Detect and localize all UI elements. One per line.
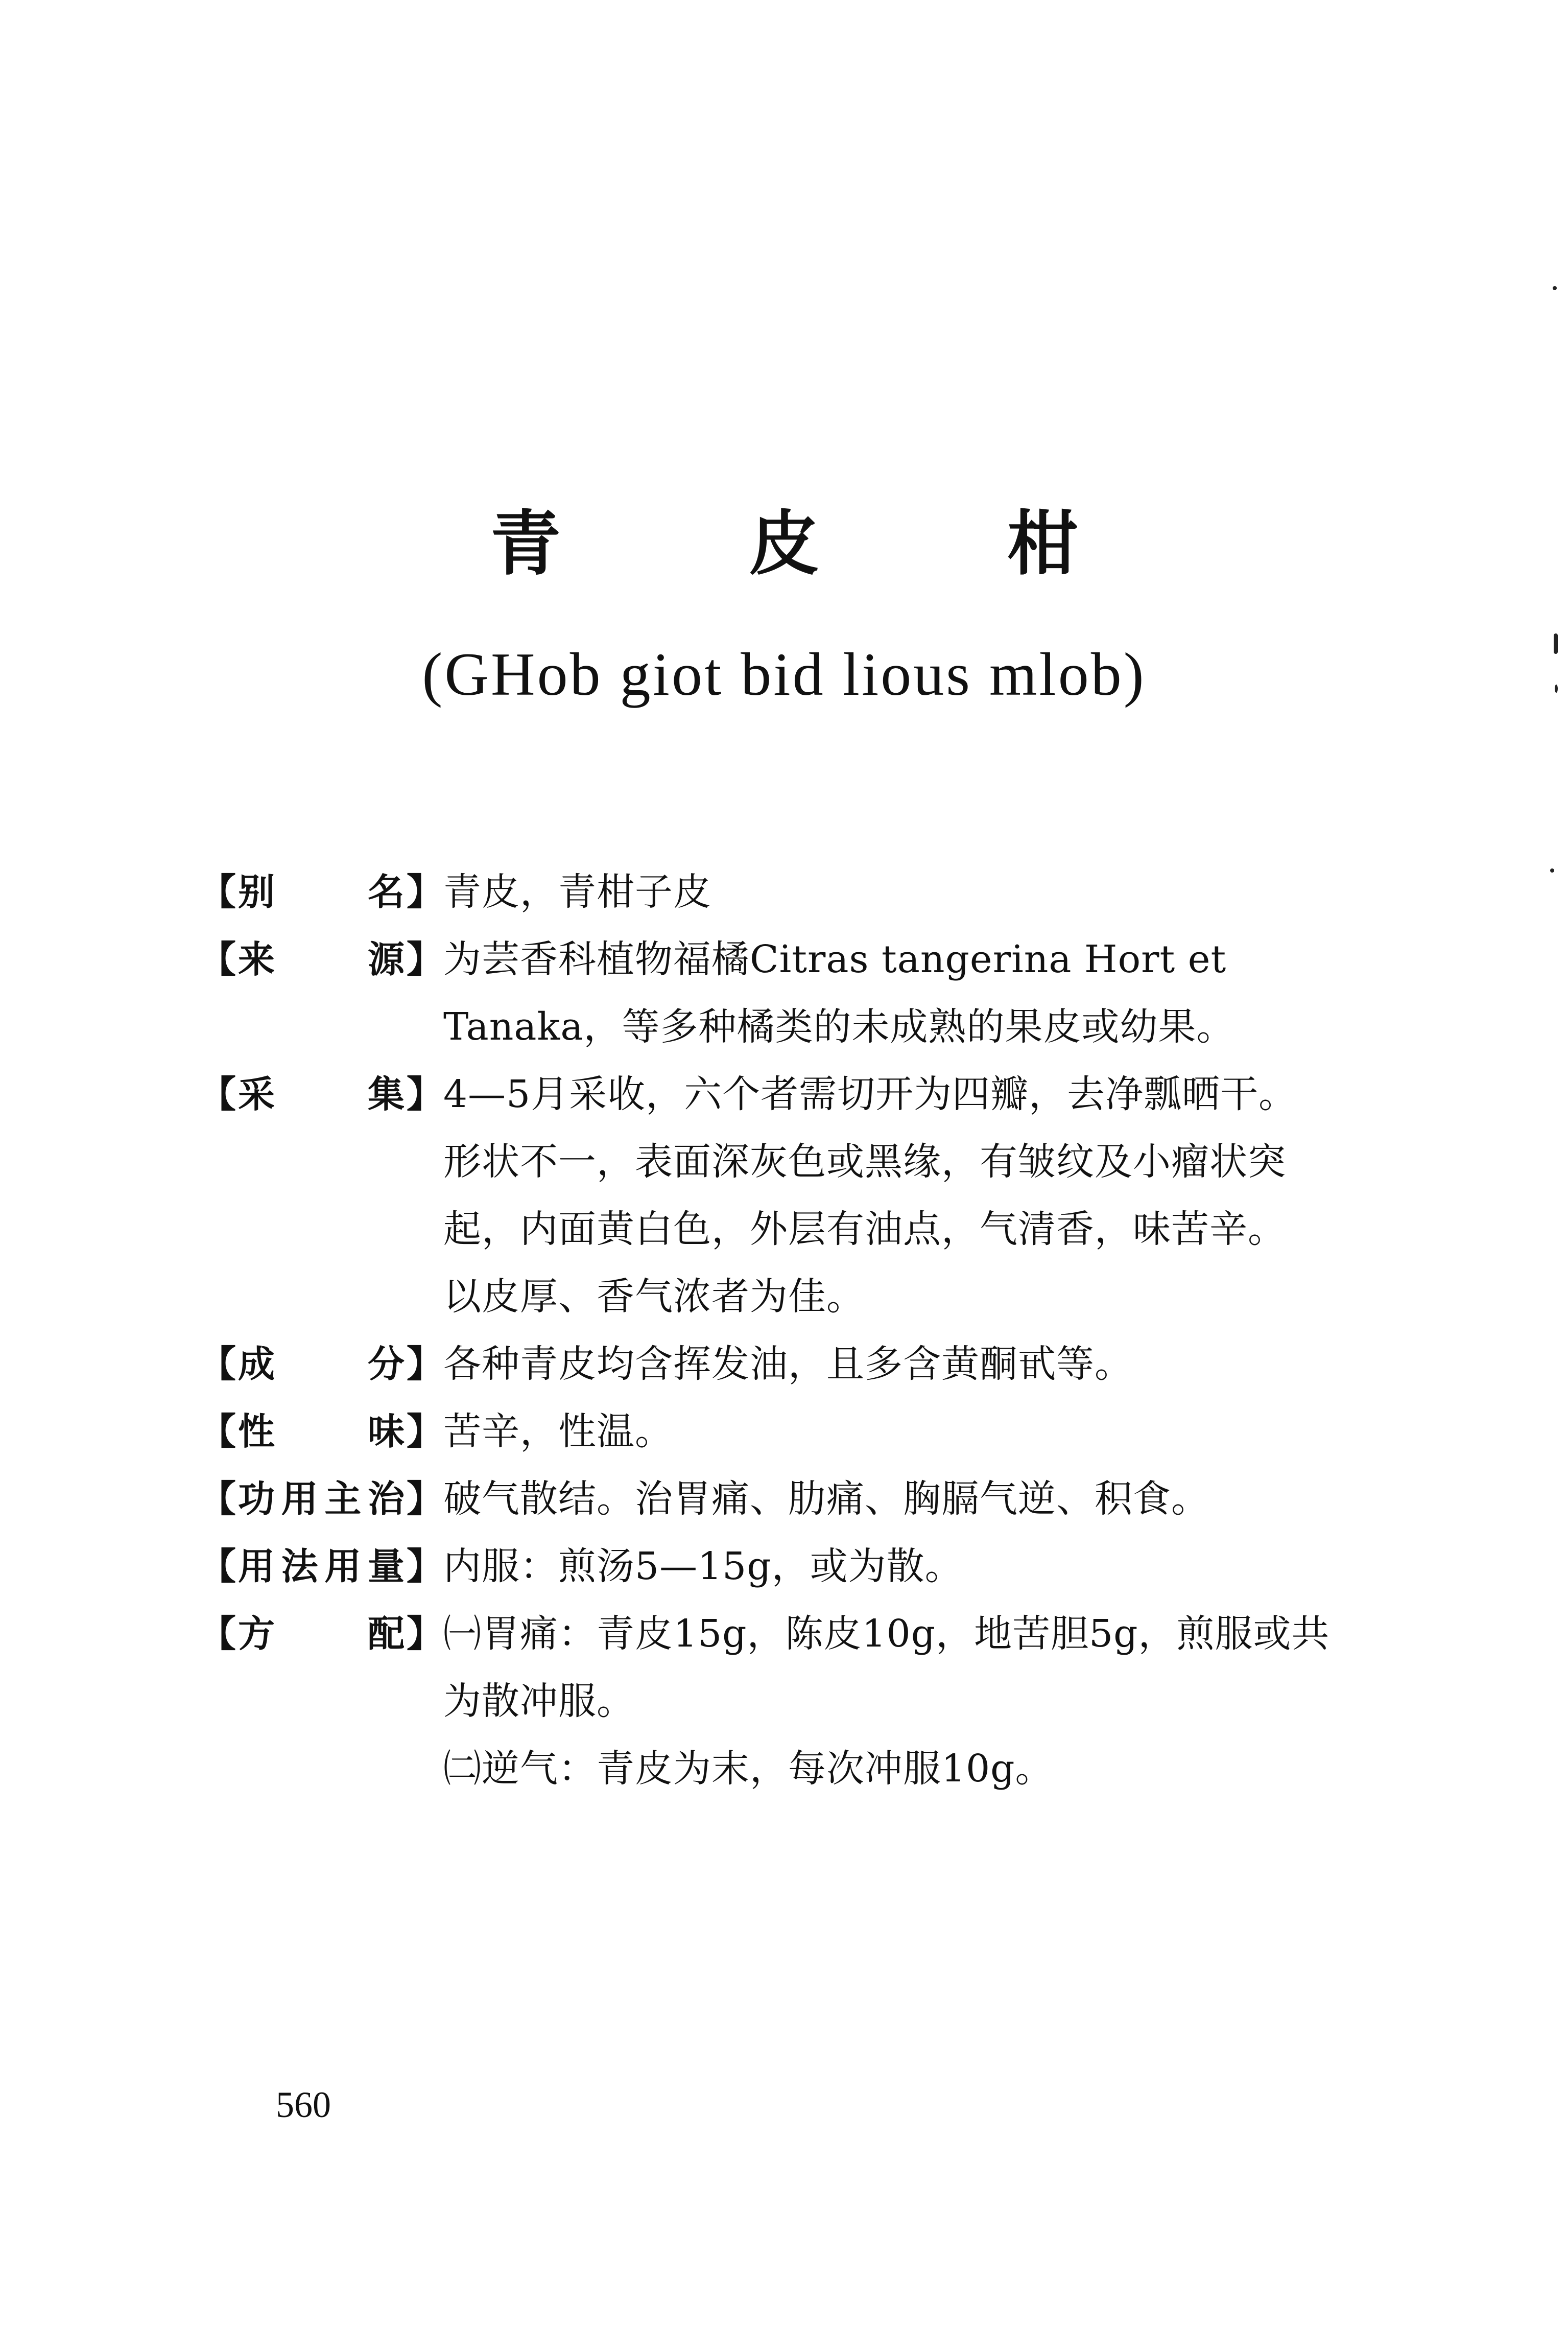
label-open-bracket: 【 [199,1612,236,1655]
label-char: 集 [367,1073,405,1116]
entry-row [199,926,1415,1061]
entry-content [443,1398,1415,1465]
content-line: 青皮，青柑子皮 [443,870,711,914]
label-char: 用 [238,1545,275,1588]
content-line: 为散冲服。 [443,1679,635,1723]
label-char: 方 [238,1612,275,1655]
scan-speck [1550,868,1554,873]
label-char: 采 [238,1073,275,1116]
label-char: 成 [238,1343,275,1385]
page-subtitle: (GHob giot bid lious mlob) [422,640,1146,708]
content-line: 为芸香科植物福橘Citras tangerina Hort et [443,937,1227,981]
content-line: 各种青皮均含挥发油，且多含黄酮甙等。 [443,1342,1133,1386]
content-line: 4—5月采收，六个者需切开为四瓣，去净瓢晒干。 [443,1072,1297,1116]
content-line: 形状不一，表面深灰色或黑缘，有皱纹及小瘤状突 [443,1140,1286,1184]
content-line: 起，内面黄白色，外层有油点，气清香，味苦辛。 [443,1207,1286,1251]
label-char: 源 [367,938,405,981]
content-line: Tanaka，等多种橘类的未成熟的果皮或幼果。 [443,1005,1235,1049]
entry-content [443,1330,1415,1398]
entry-row [199,1533,1415,1600]
label-open-bracket: 【 [199,1410,236,1453]
page-title: 青 皮 柑 [490,503,1160,585]
entry-label [199,1465,443,1533]
label-close-bracket: 】 [406,1343,443,1385]
label-text [236,1061,407,1128]
label-char: 主 [324,1477,362,1520]
label-close-bracket: 】 [406,1410,443,1453]
label-char: 味 [367,1410,405,1453]
entry-content [443,858,1415,926]
label-close-bracket: 】 [406,1612,443,1655]
label-char: 配 [367,1612,405,1655]
label-text [236,1398,407,1465]
label-char: 功 [238,1477,275,1520]
label-text [236,1465,407,1533]
label-text [236,858,407,926]
label-text [236,926,407,993]
label-close-bracket: 】 [406,871,443,913]
label-text [236,1533,407,1600]
content-line: ㈡逆气：青皮为末，每次冲服10g。 [443,1747,1054,1791]
entry-row [199,1061,1415,1330]
label-char: 来 [238,938,275,981]
scan-speck [1554,633,1558,654]
content-line: 苦辛，性温。 [443,1409,673,1453]
label-close-bracket: 】 [406,1477,443,1520]
content-line: 以皮厚、香气浓者为佳。 [443,1275,865,1319]
entry-content [443,1061,1415,1330]
label-close-bracket: 】 [406,1073,443,1116]
label-char: 名 [367,871,405,913]
page-number: 560 [276,2084,331,2125]
label-close-bracket: 】 [406,1545,443,1588]
label-char: 量 [367,1545,405,1588]
entry-content [443,926,1415,1061]
label-open-bracket: 【 [199,871,236,913]
label-text [236,1600,407,1667]
label-char: 分 [367,1343,405,1385]
label-char: 治 [367,1477,405,1520]
entry-content [443,1533,1415,1600]
entry-label [199,926,443,993]
label-close-bracket: 】 [406,938,443,981]
label-open-bracket: 【 [199,1545,236,1588]
entry-content [443,1600,1415,1802]
content-line: 破气散结。治胃痛、肋痛、胸膈气逆、积食。 [443,1477,1209,1521]
label-open-bracket: 【 [199,938,236,981]
entry-row [199,1330,1415,1398]
entry-row [199,1600,1415,1802]
label-open-bracket: 【 [199,1343,236,1385]
label-char: 性 [238,1410,275,1453]
scan-speck [1555,685,1558,693]
content-line: ㈠胃痛：青皮15g，陈皮10g，地苦胆5g，煎服或共 [443,1612,1330,1656]
entry-label [199,858,443,926]
label-char: 法 [281,1545,318,1588]
entry-row [199,1465,1415,1533]
label-open-bracket: 【 [199,1073,236,1116]
entry-list [199,858,1415,1802]
entry-row [199,1398,1415,1465]
entry-label [199,1061,443,1128]
scan-speck [1553,286,1557,290]
content-line: 内服：煎汤5—15g，或为散。 [443,1544,963,1588]
entry-content [443,1465,1415,1533]
label-char: 用 [324,1545,362,1588]
label-text [236,1330,407,1398]
label-open-bracket: 【 [199,1477,236,1520]
label-char: 用 [281,1477,318,1520]
entry-row [199,858,1415,926]
entry-label [199,1330,443,1398]
entry-label [199,1398,443,1465]
entry-label [199,1600,443,1667]
entry-label [199,1533,443,1600]
label-char: 别 [238,871,275,913]
